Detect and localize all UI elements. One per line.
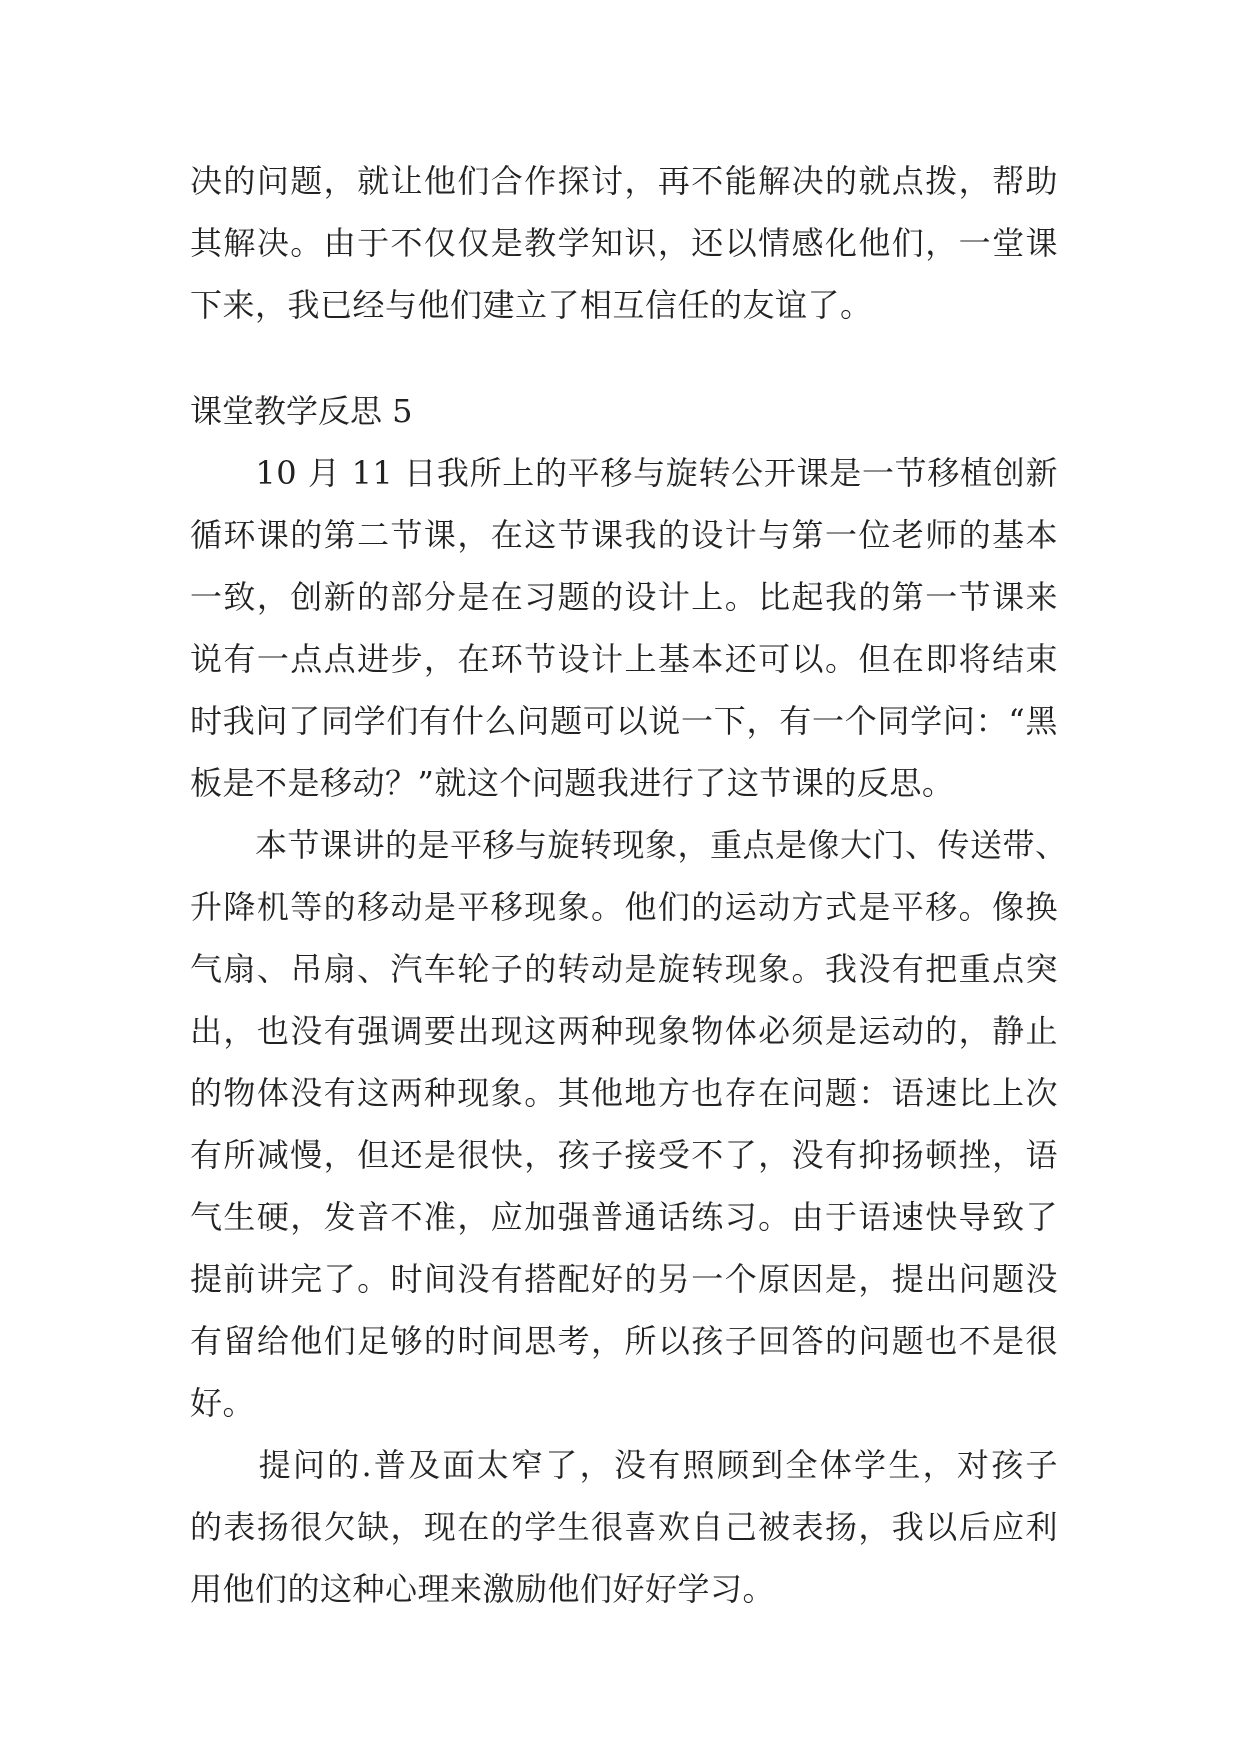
text-line: 有所减慢，但还是很快，孩子接受不了，没有抑扬顿挫，语 (190, 1136, 1058, 1174)
text-line: 升降机等的移动是平移现象。他们的运动方式是平移。像换 (190, 888, 1058, 926)
text-line: 时我问了同学们有什么问题可以说一下，有一个同学问：“黑 (190, 702, 1058, 740)
text-line: 有留给他们足够的时间思考，所以孩子回答的问题也不是很 (190, 1322, 1058, 1360)
text-line: 一致，创新的部分是在习题的设计上。比起我的第一节课来 (190, 578, 1058, 616)
text-line: 循环课的第二节课，在这节课我的设计与第一位老师的基本 (190, 516, 1058, 554)
paragraph-1 (190, 442, 1058, 814)
section-gap (190, 336, 1058, 380)
text-line: 气生硬，发音不准，应加强普通话练习。由于语速快导致了 (190, 1198, 1058, 1236)
text-line: 用他们的这种心理来激励他们好好学习。 (190, 1570, 776, 1608)
paragraph-3 (190, 1434, 1058, 1620)
text-line: 气扇、吊扇、汽车轮子的转动是旋转现象。我没有把重点突 (190, 950, 1058, 988)
text-line: 其解决。由于不仅仅是教学知识，还以情感化他们，一堂课 (190, 224, 1058, 262)
text-line: 好。 (190, 1384, 256, 1422)
text-line: 提前讲完了。时间没有搭配好的另一个原因是，提出问题没 (190, 1260, 1058, 1298)
section-title: 课堂教学反思 5 (190, 392, 413, 430)
text-line: 的表扬很欠缺，现在的学生很喜欢自己被表扬，我以后应利 (190, 1508, 1058, 1546)
text-line: 说有一点点进步，在环节设计上基本还可以。但在即将结束 (190, 640, 1058, 678)
document-body (190, 150, 1068, 1620)
text-line: 10 月 11 日我所上的平移与旋转公开课是一节移植创新 (190, 454, 1058, 492)
text-line: 决的问题，就让他们合作探讨，再不能解决的就点拨，帮助 (190, 162, 1058, 200)
text-line: 的物体没有这两种现象。其他地方也存在问题：语速比上次 (190, 1074, 1058, 1112)
text-line: 本节课讲的是平移与旋转现象，重点是像大门、传送带、 (190, 826, 1068, 864)
text-line: 提问的.普及面太窄了，没有照顾到全体学生，对孩子 (190, 1446, 1058, 1484)
text-line: 下来，我已经与他们建立了相互信任的友谊了。 (190, 286, 873, 324)
text-line: 板是不是移动？”就这个问题我进行了这节课的反思。 (190, 764, 955, 802)
paragraph-previous (190, 150, 1058, 336)
paragraph-2 (190, 814, 1068, 1434)
text-line: 出，也没有强调要出现这两种现象物体必须是运动的，静止 (190, 1012, 1058, 1050)
